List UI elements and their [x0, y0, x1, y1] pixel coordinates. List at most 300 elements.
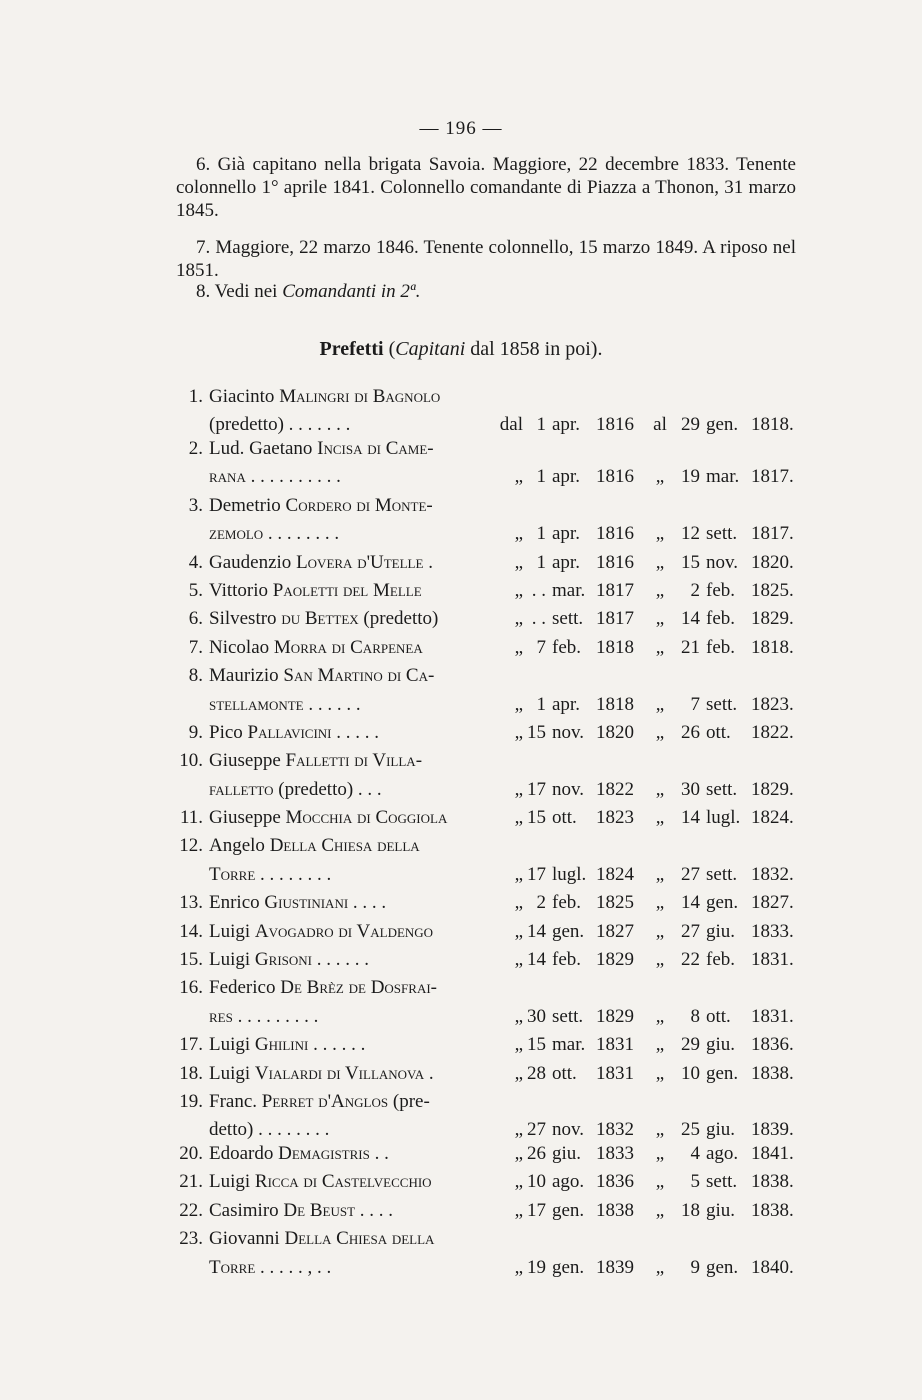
from-label: „ — [514, 693, 523, 715]
entry-line — [174, 977, 799, 1005]
name-text: (pre- — [388, 1090, 430, 1112]
entry-line — [174, 694, 799, 722]
start-year: 1818 — [596, 693, 634, 715]
name-text: (predetto) . . . . . . . — [209, 414, 351, 436]
end-day: 30 — [681, 778, 700, 800]
list-item — [174, 835, 799, 892]
end-day: 29 — [681, 414, 700, 436]
family-name: San Martino di Ca- — [283, 665, 435, 687]
entry-line — [174, 1257, 799, 1285]
entry-name — [209, 807, 447, 829]
end-month: ott. — [706, 721, 731, 743]
start-month: apr. — [552, 414, 580, 436]
footnote-8-end: . — [415, 281, 420, 302]
end-year: 1840. — [751, 1256, 794, 1278]
from-label: „ — [514, 949, 523, 971]
start-month: sett. — [552, 1005, 584, 1027]
family-name: Paoletti del Melle — [272, 579, 422, 601]
entry-number: 21. — [179, 1171, 203, 1193]
from-label: „ — [514, 721, 523, 743]
footnote-7: 7. Maggiore, 22 marzo 1846. Tenente colonnello, 15 marzo 1849. A riposo nel 1851. — [176, 237, 796, 281]
start-year: 1816 — [596, 466, 634, 488]
family-name: Cordero di Monte- — [285, 494, 433, 516]
entry-name-continued — [209, 1257, 331, 1279]
end-year: 1831. — [751, 949, 794, 971]
to-label: „ — [655, 1005, 665, 1027]
to-label: „ — [655, 1171, 665, 1193]
start-year: 1823 — [596, 807, 634, 829]
start-month: mar. — [552, 579, 586, 601]
end-month: giu. — [706, 920, 736, 942]
end-day: 19 — [681, 466, 700, 488]
entry-name — [209, 1200, 393, 1222]
family-name: Malingri di Bagnolo — [279, 386, 441, 407]
end-month: mar. — [706, 466, 740, 488]
end-year: 1818. — [751, 636, 794, 658]
name-text: Pico — [209, 721, 248, 743]
name-text: . . . . . , . . — [255, 1256, 332, 1278]
entry-name-continued — [209, 779, 382, 801]
name-text: Vittorio — [209, 579, 273, 601]
entry-name-continued — [209, 694, 361, 716]
entry-number: 14. — [179, 920, 203, 942]
entry-name — [209, 1034, 365, 1056]
list-item — [174, 608, 799, 636]
start-month: lugl. — [552, 863, 587, 885]
name-text: . . . . — [355, 1199, 394, 1221]
footnote-8-text: 8. Vedi nei — [196, 281, 278, 302]
list-item — [174, 1063, 799, 1091]
name-text: . . . . . . . . — [255, 863, 332, 885]
family-name: Ricca di Castelvecchio — [254, 1171, 432, 1193]
entry-line — [174, 1228, 799, 1256]
name-text: Edoardo — [209, 1142, 279, 1164]
entry-name — [209, 1171, 432, 1193]
end-month: gen. — [706, 414, 739, 436]
family-name: De Brèz de Dosfrai- — [280, 977, 437, 999]
list-item — [174, 977, 799, 1034]
entry-line — [174, 386, 799, 414]
entry-name — [209, 750, 422, 772]
end-month: sett. — [706, 1171, 738, 1193]
entry-line — [174, 1143, 799, 1171]
entry-line — [174, 779, 799, 807]
section-title-italic: Capitani — [395, 338, 466, 360]
entry-number: 16. — [179, 977, 203, 999]
entry-name — [209, 580, 422, 602]
name-text: . . . . — [348, 892, 387, 914]
entry-name — [209, 921, 433, 943]
start-year: 1816 — [596, 551, 634, 573]
family-name: Vialardi di Villanova — [254, 1062, 425, 1084]
start-year: 1831 — [596, 1034, 634, 1056]
entry-number: 2. — [188, 437, 203, 459]
family-name: Incisa di Came- — [317, 437, 434, 459]
family-name: zemolo . . . . . . . . — [209, 523, 340, 545]
list-item — [174, 386, 799, 438]
end-month: ott. — [706, 1005, 731, 1027]
to-label: „ — [655, 579, 665, 601]
entry-name — [209, 1091, 430, 1113]
start-day: 7 — [536, 636, 546, 658]
start-day: 10 — [527, 1171, 546, 1193]
entry-line — [174, 1091, 799, 1119]
start-year: 1825 — [596, 892, 634, 914]
name-text: Federico — [209, 977, 281, 999]
start-day: 1 — [536, 551, 546, 573]
start-month: gen. — [552, 1199, 585, 1221]
to-label: „ — [655, 892, 665, 914]
start-year: 1839 — [596, 1256, 634, 1278]
to-label: „ — [655, 778, 665, 800]
name-text: . — [424, 1062, 434, 1084]
family-name: Della Chiesa della — [269, 835, 420, 857]
start-day: 2 — [536, 892, 546, 914]
name-text: . . — [369, 1142, 389, 1164]
name-text: Luigi — [209, 949, 255, 971]
end-day: 14 — [681, 892, 700, 914]
page-number: — 196 — — [419, 118, 503, 139]
family-name: Torre — [209, 863, 256, 885]
entry-name — [209, 608, 438, 630]
to-label: „ — [655, 1034, 665, 1056]
entry-line — [174, 1063, 799, 1091]
entry-number: 9. — [188, 721, 203, 743]
start-month: mar. — [552, 1034, 586, 1056]
entry-number: 7. — [188, 636, 203, 658]
start-day: 15 — [527, 1034, 546, 1056]
entry-line — [174, 722, 799, 750]
start-day: 15 — [527, 807, 546, 829]
to-label: „ — [655, 807, 665, 829]
to-label: „ — [655, 863, 665, 885]
to-label: „ — [655, 949, 665, 971]
name-text: Lud. Gaetano — [209, 437, 318, 459]
start-day: 14 — [527, 920, 546, 942]
name-text: Giuseppe — [209, 807, 286, 829]
entry-name — [209, 386, 440, 408]
family-name: Falletti di Villa- — [285, 750, 423, 772]
entry-name-continued — [209, 864, 331, 886]
start-day: 1 — [536, 693, 546, 715]
entry-line — [174, 438, 799, 466]
start-month: apr. — [552, 693, 580, 715]
start-month: apr. — [552, 551, 580, 573]
end-day: 29 — [681, 1034, 700, 1056]
list-item — [174, 1171, 799, 1199]
name-text: Luigi — [209, 1034, 255, 1056]
start-month: sett. — [552, 608, 584, 630]
name-text: . . . . . . — [311, 949, 369, 971]
end-day: 10 — [681, 1062, 700, 1084]
name-text: Giuseppe — [209, 750, 286, 772]
family-name: Giustiniani — [264, 892, 349, 914]
start-month: ago. — [552, 1171, 585, 1193]
from-label: „ — [514, 1199, 523, 1221]
entry-name — [209, 835, 420, 857]
end-year: 1829. — [751, 778, 794, 800]
entry-line — [174, 608, 799, 636]
entry-line — [174, 949, 799, 977]
list-item — [174, 637, 799, 665]
from-label: dal — [499, 414, 523, 436]
end-month: feb. — [706, 949, 736, 971]
entry-line — [174, 921, 799, 949]
family-name: Della Chiesa della — [284, 1228, 435, 1250]
start-day: 17 — [527, 863, 546, 885]
start-day: 19 — [527, 1256, 546, 1278]
end-year: 1833. — [751, 920, 794, 942]
end-day: 2 — [690, 579, 700, 601]
end-month: feb. — [706, 579, 736, 601]
start-month: ott. — [552, 807, 577, 829]
start-year: 1818 — [596, 636, 634, 658]
start-year: 1832 — [596, 1119, 634, 1141]
end-year: 1832. — [751, 863, 794, 885]
entry-name-continued — [209, 1119, 329, 1141]
to-label: „ — [655, 1062, 665, 1084]
entry-number: 17. — [179, 1034, 203, 1056]
entry-name — [209, 1228, 434, 1250]
end-day: 14 — [681, 807, 700, 829]
start-day: . . — [531, 608, 546, 630]
name-text: Casimiro — [209, 1199, 284, 1221]
end-day: 26 — [681, 721, 700, 743]
entry-number: 19. — [179, 1090, 203, 1112]
start-month: ott. — [552, 1062, 577, 1084]
end-year: 1829. — [751, 608, 794, 630]
from-label: „ — [514, 892, 523, 914]
end-month: sett. — [706, 523, 738, 545]
entry-line — [174, 414, 799, 438]
entry-line — [174, 750, 799, 778]
entry-number: 5. — [188, 579, 203, 601]
start-year: 1824 — [596, 863, 634, 885]
name-text: (predetto) — [358, 608, 439, 630]
list-item — [174, 892, 799, 920]
to-label: „ — [655, 1119, 665, 1141]
start-year: 1833 — [596, 1142, 634, 1164]
entry-line — [174, 1006, 799, 1034]
end-day: 4 — [690, 1142, 700, 1164]
end-year: 1817. — [751, 523, 794, 545]
footnote-6: 6. Già capitano nella brigata Savoia. Maggiore, 22 decembre 1833. Tenente colonnello 1° aprile 1841. Colonnello comandante di Piazza a Thonon, 31 marzo 1845. — [176, 154, 796, 221]
to-label: „ — [655, 523, 665, 545]
name-text: Luigi — [209, 1062, 255, 1084]
to-label: „ — [655, 693, 665, 715]
entry-name-continued — [209, 1006, 318, 1028]
start-day: 26 — [527, 1142, 546, 1164]
start-year: 1820 — [596, 721, 634, 743]
entry-number: 12. — [179, 835, 203, 857]
name-text: . . . . . — [331, 721, 380, 743]
family-name: Lovera d'Utelle — [296, 551, 424, 573]
end-day: 22 — [681, 949, 700, 971]
start-day: 27 — [527, 1119, 546, 1141]
start-month: feb. — [552, 949, 582, 971]
start-month: nov. — [552, 778, 585, 800]
list-item — [174, 949, 799, 977]
family-name: Grisoni — [254, 949, 312, 971]
start-month: apr. — [552, 466, 580, 488]
list-item — [174, 438, 799, 495]
end-month: sett. — [706, 693, 738, 715]
to-label: „ — [655, 920, 665, 942]
name-text: Giacinto — [209, 386, 280, 407]
entry-number: 4. — [188, 551, 203, 573]
family-name: Morra di Carpenea — [273, 636, 423, 658]
to-label: „ — [655, 1199, 665, 1221]
entry-number: 22. — [179, 1199, 203, 1221]
name-text: Giovanni — [209, 1228, 285, 1250]
start-year: 1831 — [596, 1062, 634, 1084]
list-item — [174, 580, 799, 608]
name-text: Demetrio — [209, 494, 286, 516]
list-item — [174, 1143, 799, 1171]
end-month: giu. — [706, 1034, 736, 1056]
footnote-8-reference: Comandanti in 2ª — [282, 281, 416, 302]
end-year: 1831. — [751, 1005, 794, 1027]
entry-name-continued — [209, 466, 341, 488]
end-month: sett. — [706, 778, 738, 800]
start-year: 1827 — [596, 920, 634, 942]
name-text: Maurizio — [209, 665, 284, 687]
start-month: giu. — [552, 1142, 582, 1164]
entry-line — [174, 580, 799, 608]
end-year: 1839. — [751, 1119, 794, 1141]
entry-line — [174, 807, 799, 835]
start-day: . . — [531, 579, 546, 601]
end-day: 12 — [681, 523, 700, 545]
name-text: Enrico — [209, 892, 265, 914]
list-item — [174, 921, 799, 949]
to-label: „ — [655, 1256, 665, 1278]
from-label: „ — [514, 466, 523, 488]
start-day: 17 — [527, 778, 546, 800]
from-label: „ — [514, 1171, 523, 1193]
end-day: 14 — [681, 608, 700, 630]
entry-line — [174, 835, 799, 863]
entry-name — [209, 438, 434, 460]
footnote-8 — [176, 280, 796, 303]
end-year: 1838. — [751, 1062, 794, 1084]
family-name: rana . . . . . . . . . . — [209, 466, 341, 488]
entry-number: 18. — [179, 1062, 203, 1084]
list-item — [174, 552, 799, 580]
list-item — [174, 665, 799, 722]
start-month: feb. — [552, 636, 582, 658]
start-year: 1838 — [596, 1199, 634, 1221]
start-month: feb. — [552, 892, 582, 914]
end-year: 1827. — [751, 892, 794, 914]
entry-line — [174, 552, 799, 580]
entry-name-continued — [209, 414, 350, 436]
family-name: Mocchia di Coggiola — [285, 807, 448, 829]
start-year: 1816 — [596, 414, 634, 436]
start-day: 1 — [536, 414, 546, 436]
family-name: Ghilini — [254, 1034, 309, 1056]
end-year: 1841. — [751, 1142, 794, 1164]
end-year: 1825. — [751, 579, 794, 601]
entry-line — [174, 864, 799, 892]
family-name: stellamonte . . . . . . — [209, 693, 361, 715]
section-title — [0, 338, 922, 361]
to-label: „ — [655, 551, 665, 573]
entry-name — [209, 949, 369, 971]
end-day: 27 — [681, 920, 700, 942]
list-item — [174, 1091, 799, 1143]
family-name: Perret d'Anglos — [261, 1090, 389, 1112]
section-title-bold: Prefetti — [319, 338, 384, 360]
end-year: 1838. — [751, 1199, 794, 1221]
end-day: 18 — [681, 1199, 700, 1221]
end-day: 5 — [690, 1171, 700, 1193]
to-label: „ — [655, 466, 665, 488]
entry-number: 23. — [179, 1228, 203, 1250]
from-label: „ — [514, 551, 523, 573]
family-name: res — [209, 1005, 233, 1027]
entry-number: 10. — [179, 750, 203, 772]
start-day: 30 — [527, 1005, 546, 1027]
entry-name-continued — [209, 523, 339, 545]
end-month: feb. — [706, 636, 736, 658]
entry-line — [174, 1034, 799, 1062]
entry-name — [209, 637, 423, 659]
end-year: 1838. — [751, 1171, 794, 1193]
list-item — [174, 722, 799, 750]
entry-name — [209, 552, 433, 574]
entry-number: 15. — [179, 949, 203, 971]
entry-line — [174, 637, 799, 665]
end-month: sett. — [706, 863, 738, 885]
from-label: „ — [514, 807, 523, 829]
entry-name — [209, 892, 386, 914]
end-month: gen. — [706, 892, 739, 914]
name-text: Luigi — [209, 920, 255, 942]
start-day: 14 — [527, 949, 546, 971]
end-year: 1823. — [751, 693, 794, 715]
name-text: Silvestro — [209, 608, 282, 630]
start-month: nov. — [552, 1119, 585, 1141]
end-day: 27 — [681, 863, 700, 885]
end-year: 1822. — [751, 721, 794, 743]
from-label: „ — [514, 1142, 523, 1164]
from-label: „ — [514, 579, 523, 601]
entry-name — [209, 722, 379, 744]
start-year: 1816 — [596, 523, 634, 545]
end-month: nov. — [706, 551, 739, 573]
end-year: 1817. — [751, 466, 794, 488]
entry-line — [174, 495, 799, 523]
start-year: 1829 — [596, 949, 634, 971]
from-label: „ — [514, 1119, 523, 1141]
list-item — [174, 495, 799, 552]
start-month: gen. — [552, 920, 585, 942]
start-month: gen. — [552, 1256, 585, 1278]
start-day: 17 — [527, 1199, 546, 1221]
end-day: 15 — [681, 551, 700, 573]
to-label: „ — [655, 1142, 665, 1164]
name-text: Nicolao — [209, 636, 274, 658]
list-item — [174, 807, 799, 835]
entry-line — [174, 523, 799, 551]
entry-number: 1. — [188, 386, 203, 407]
list-item — [174, 1228, 799, 1285]
family-name: Avogadro di Valdengo — [254, 920, 434, 942]
start-month: apr. — [552, 523, 580, 545]
from-label: „ — [514, 608, 523, 630]
name-text: . . . . . . — [308, 1034, 366, 1056]
